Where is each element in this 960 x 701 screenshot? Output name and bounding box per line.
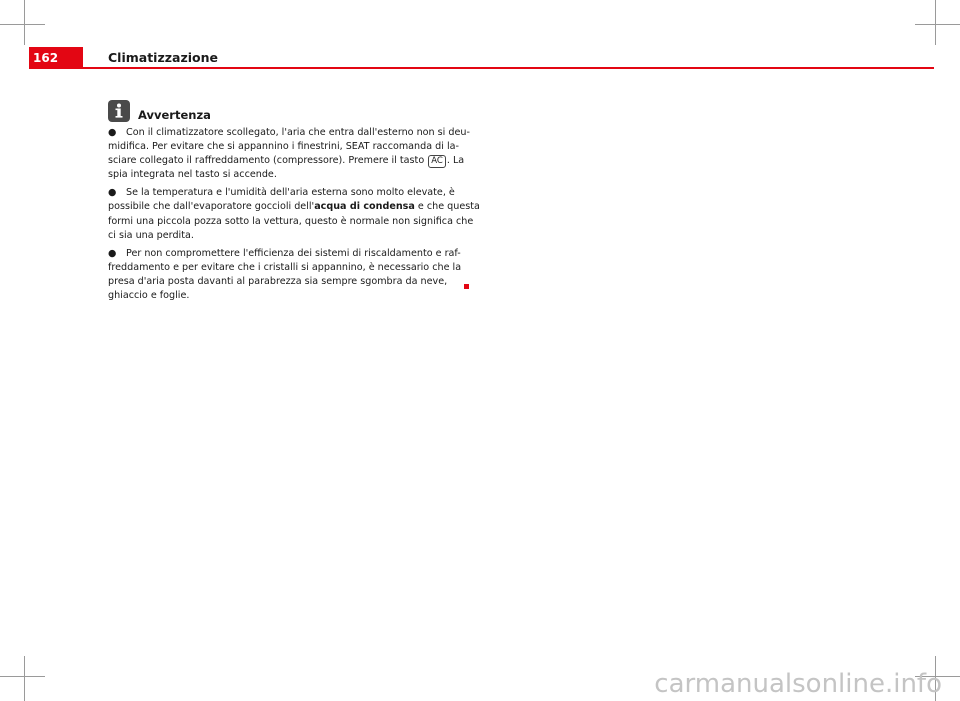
list-item [108, 186, 480, 242]
bullet: ● [108, 187, 117, 199]
text-line: presa d'aria posta davanti al parabrezza sia sempre sgombra da neve, [108, 275, 448, 287]
section-end-marker [464, 284, 469, 289]
text-line: formi una piccola pozza sotto la vettura, questo è normale non significa che [108, 215, 474, 227]
text-line: freddamento e per evitare che i cristalli si appannino, è necessario che la [108, 261, 462, 273]
warning-header [108, 98, 464, 122]
watermark: carmanualsonline.info [654, 669, 942, 699]
text-line: ci sia una perdita. [108, 229, 194, 241]
text-line: ghiaccio e foglie. [108, 290, 190, 302]
text-line: possibile che dall'evaporatore goccioli dell' [108, 201, 315, 213]
text-line: e che questa [414, 201, 480, 213]
crop-mark [935, 0, 936, 45]
crop-mark [0, 676, 45, 677]
text-line: Se la temperatura e l'umidità dell'aria esterna sono molto elevate, è [126, 187, 455, 199]
bullet: ● [108, 127, 117, 138]
info-icon [108, 100, 130, 122]
crop-mark [0, 24, 45, 25]
crop-mark [24, 0, 25, 45]
bold-term: acqua di condensa [314, 201, 415, 213]
text-line: spia integrata nel tasto si accende. [108, 169, 277, 181]
text-line: Per non compromettere l'efficienza dei sistemi di riscaldamento e raf- [126, 247, 461, 259]
crop-mark [24, 656, 25, 701]
text-line: midifica. Per evitare che si appannino i finestrini, SEAT raccomanda di la- [108, 141, 459, 153]
list-item [108, 126, 470, 182]
text-line: Con il climatizzatore scollegato, l'aria che entra dall'esterno non si deu- [126, 127, 470, 138]
crop-mark [915, 24, 960, 25]
section-title: Climatizzazione [108, 50, 218, 65]
header-rule [29, 67, 934, 69]
list-item [108, 247, 464, 303]
page-number: 162 [29, 47, 83, 69]
warning-box [108, 98, 480, 303]
bullet: ● [108, 247, 117, 259]
text-line: . La [446, 155, 465, 167]
warning-title: Avvertenza [138, 108, 211, 122]
ac-key-symbol: AC [428, 155, 446, 168]
text-line: sciare collegato il raffreddamento (compressore). Premere il tasto [108, 155, 428, 167]
